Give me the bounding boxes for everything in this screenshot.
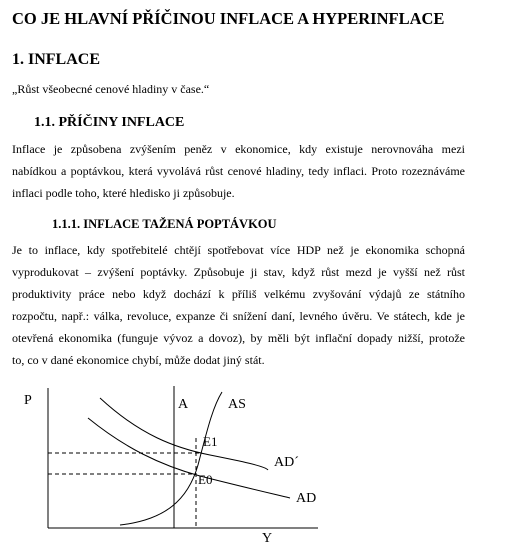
- paragraph-line: inflaci podle toho, které hledisko ji způsobuje.: [12, 186, 235, 200]
- paragraph-line: to, co v dané ekonomice chybí, může dodat jiný stát.: [12, 353, 265, 367]
- subsubsection-heading-tazena-poptavkou: 1.1.1. INFLACE TAŽENÁ POPTÁVKOU: [52, 217, 277, 231]
- paragraph-line: nabídkou a poptávkou, která vyvolává růst cenové hladiny, tedy inflaci. Proto rozeznáváme: [12, 164, 465, 178]
- y-axis-label: P: [24, 393, 32, 408]
- paragraph-priciny: [12, 138, 465, 204]
- paragraph-tazena-poptavkou: [12, 239, 465, 371]
- paragraph-line: Je to inflace, kdy spotřebitelé chtějí spotřebovat více HDP než je ekonomika schopná: [12, 243, 465, 257]
- section-heading-inflace: 1. INFLACE: [12, 51, 101, 68]
- paragraph-line: rozpočtu, např.: válka, revoluce, expanze či snížení daní, levného úvěru. Ve státech, kde je: [12, 309, 465, 323]
- ad-as-diagram: [0, 380, 516, 551]
- x-axis-label: Y: [262, 531, 273, 546]
- label-a: A: [178, 397, 189, 412]
- paragraph-line: otevřená ekonomika (funguje vývoz a dovoz), by měli být inflační dopady nižší, protože: [12, 331, 465, 345]
- definition-quote: „Růst všeobecné cenové hladiny v čase.“: [12, 82, 210, 96]
- as-curve: [120, 392, 222, 525]
- label-e0: E0: [198, 472, 213, 487]
- paragraph-line: Inflace je způsobena zvýšením peněz v ekonomice, kdy existuje nerovnováha mezi: [12, 142, 465, 156]
- paragraph-line: vyprodukovat – zvýšení poptávky. Způsobuje ji stav, když růst mezd je vyšší než růst: [12, 265, 465, 279]
- label-ad-prime: AD´: [274, 455, 299, 470]
- label-ad: AD: [296, 491, 317, 506]
- paragraph-line: produktivity práce nebo když dochází k příliš velkému zvyšování výdajů ze státního: [12, 287, 465, 301]
- subsection-heading-priciny: 1.1. PŘÍČINY INFLACE: [34, 115, 185, 130]
- label-as: AS: [228, 397, 246, 412]
- label-e1: E1: [203, 434, 218, 449]
- page-title: CO JE HLAVNÍ PŘÍČINOU INFLACE A HYPERINFLACE: [12, 9, 445, 28]
